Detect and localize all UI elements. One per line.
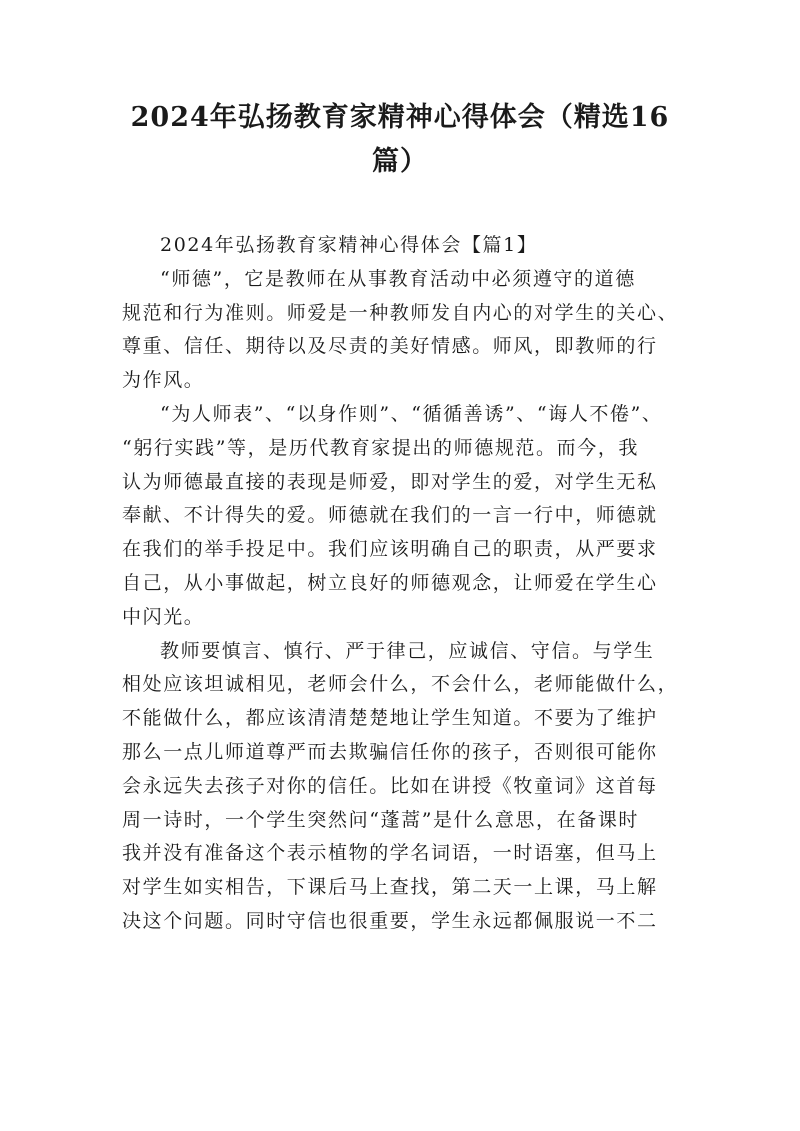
- paragraph-line: 相处应该坦诚相见，老师会什么，不会什么，老师能做什么，: [122, 673, 679, 696]
- paragraph-line: 决这个问题。同时守信也很重要，学生永远都佩服说一不二: [122, 909, 658, 932]
- paragraph-line: “躬行实践”等，是历代教育家提出的师德规范。而今，我: [122, 436, 640, 459]
- document-title-line: 2024年弘扬教育家精神心得体会（精选16: [130, 102, 670, 133]
- paragraph-line: 教师要慎言、慎行、严于律己，应诚信、守信。与学生: [160, 639, 655, 662]
- paragraph-line: 为作风。: [122, 369, 205, 392]
- paragraph-line: 自己，从小事做起，树立良好的师德观念，让师爱在学生心: [122, 571, 658, 594]
- paragraph-line: 对学生如实相告，下课后马上查找，第二天一上课，马上解: [122, 876, 658, 899]
- paragraph-line: 会永远失去孩子对你的信任。比如在讲授《牧童词》这首每: [122, 774, 658, 797]
- paragraph-line: 那么一点儿师道尊严而去欺骗信任你的孩子，否则很可能你: [122, 740, 658, 763]
- paragraph-line: “为人师表”、“以身作则”、“循循善诱”、“诲人不倦”、: [160, 402, 663, 425]
- paragraph-line: 奉献、不计得失的爱。师德就在我们的一言一行中，师德就: [122, 504, 658, 527]
- section-heading: 2024年弘扬教育家精神心得体会【篇1】: [160, 234, 538, 256]
- paragraph-line: 我并没有准备这个表示植物的学名词语，一时语塞，但马上: [122, 842, 658, 865]
- paragraph-line: 不能做什么，都应该清清楚楚地让学生知道。不要为了维护: [122, 707, 658, 730]
- paragraph: [122, 398, 682, 635]
- document-title: [100, 96, 700, 184]
- paragraph-line: “师德”，它是教师在从事教育活动中必须遵守的道德: [160, 267, 636, 290]
- paragraph-line: 认为师德最直接的表现是师爱，即对学生的爱，对学生无私: [122, 470, 658, 493]
- paragraph: [122, 635, 682, 939]
- document-title-line: 篇）: [372, 146, 428, 177]
- paragraph-line: 规范和行为准则。师爱是一种教师发自内心的对学生的关心、: [122, 301, 679, 324]
- paragraph-line: 尊重、信任、期待以及尽责的美好情感。师风，即教师的行: [122, 335, 658, 358]
- paragraph-line: 中闪光。: [122, 605, 205, 628]
- paragraph-line: 在我们的举手投足中。我们应该明确自己的职责，从严要求: [122, 538, 658, 561]
- document-body: [122, 229, 682, 939]
- paragraph-line: 周一诗时，一个学生突然问“蓬蒿”是什么意思，在备课时: [122, 808, 640, 831]
- paragraph: [122, 263, 682, 398]
